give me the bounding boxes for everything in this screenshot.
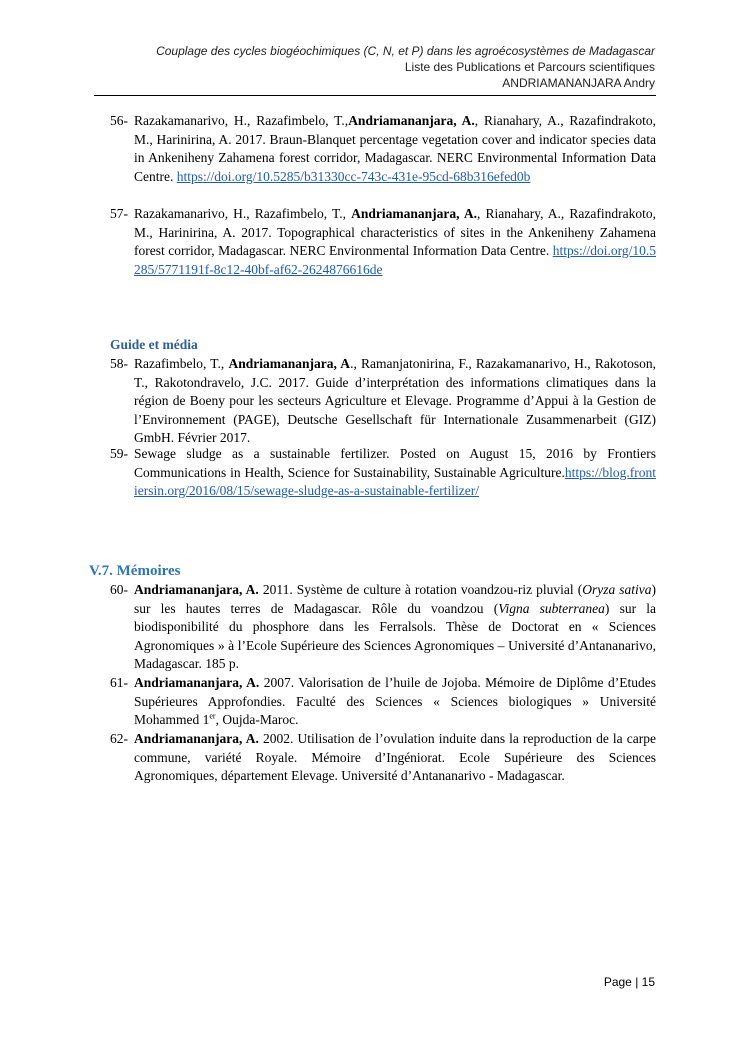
ordinal-superscript: er xyxy=(209,711,216,721)
item-number: 60- xyxy=(110,582,128,597)
header-subtitle: Liste des Publications et Parcours scientifiques xyxy=(404,60,655,74)
item-text xyxy=(134,205,656,279)
header-title: Couplage des cycles biogéochimiques (C, N, et P) dans les agroécosystèmes de Madagascar xyxy=(156,44,655,58)
item-citation: ., Ramanjatonirina, F., Razakamanarivo, H., Rakotoson, T., Rakotondravelo, J.C. 2017. Guide d’interprétation des informations climatiques dans la région de Boeny pour les secteurs Agriculture et Elevage. Programme d’Appui à la Gestion de l’Environnement (PAGE), Deutsche Gesellschaft für Internationale Zusammenarbeit (GIZ) GmbH. Février 2017. xyxy=(134,356,656,446)
item-highlight-author: Andriamananjara, A. xyxy=(351,206,477,221)
item-highlight-author: Andriamananjara, A. xyxy=(134,675,260,690)
item-citation: ) sur la biodisponibilité du phosphore dans les Ferralsols. Thèse de Doctorat en « Sciences Agronomiques » à l’Ecole Supérieure des Sciences Agronomiques – Université d’Antananarivo, Madagascar. 185 p. xyxy=(134,600,656,672)
section-memoires-heading: V.7. Mémoires xyxy=(89,563,181,579)
publication-item-59 xyxy=(110,445,656,501)
item-highlight-author: Andriamananjara, A. xyxy=(348,113,475,128)
page-number: Page | 15 xyxy=(603,975,655,989)
item-citation: Sewage sludge as a sustainable fertilizer. Posted on August 15, 2016 by Frontiers Communications in Health, Science for Sustainability, Sustainable Agriculture. xyxy=(134,446,656,480)
guide-media-heading: Guide et média xyxy=(110,337,198,352)
page-header xyxy=(156,43,655,91)
item-authors: Razakamanarivo, H., Razafimbelo, T., xyxy=(134,113,349,128)
item-citation: , Rianahary, A., Razafindrakoto, M., Harinirina, A. 2017. Braun-Blanquet percentage vegetation cover and indicator species data in Ankeniheny Zahamena forest corridor, Madagascar. NERC Environmental Information Data Centre. xyxy=(134,113,656,184)
memoire-item-60 xyxy=(110,581,656,674)
item-text xyxy=(134,674,656,730)
item-citation: , Oujda-Maroc. xyxy=(215,712,299,728)
item-citation: ) sur les hautes terres de Madagascar. Rôle du voandzou ( xyxy=(134,582,657,616)
item-number: 56- xyxy=(110,113,128,128)
item-text xyxy=(134,112,656,186)
doi-link[interactable]: https://doi.org/10.5285/b31330cc-743c-431e-95cd-68b316efed0b xyxy=(176,168,531,184)
item-number: 58- xyxy=(110,356,128,371)
item-citation: 2002. Utilisation de l’ovulation induite dans la reproduction de la carpe commune, variété Royale. Mémoire d’Ingéniorat. Ecole Supérieure des Sciences Agronomiques, département Elevage. Université d’Antananarivo - Madagascar. xyxy=(134,731,656,784)
memoire-item-61 xyxy=(110,674,656,730)
item-number: 62- xyxy=(110,731,128,746)
item-citation: 2011. Système de culture à rotation voandzou-riz pluvial ( xyxy=(258,582,583,597)
item-text xyxy=(134,730,656,786)
species-name: Vigna subterranea xyxy=(498,600,605,616)
item-text xyxy=(134,445,656,501)
item-citation: 2007. Valorisation de l’huile de Jojoba. Mémoire de Diplôme d’Etudes Supérieures Approfondies. Faculté des Sciences « Sciences biologiques » Université Mohammed 1 xyxy=(134,675,656,728)
item-highlight-author: Andriamananjara, A. xyxy=(134,731,259,746)
species-name: Oryza sativa xyxy=(582,582,652,597)
header-author: ANDRIAMANANJARA Andry xyxy=(502,76,655,90)
publication-item-58 xyxy=(110,355,656,448)
item-text xyxy=(134,581,656,674)
item-citation: , Rianahary, A., Razafindrakoto, M., Harinirina, A. 2017. Topographical characteristics of sites in the Ankeniheny Zahamena forest corridor, Madagascar. NERC Environmental Information Data Centre. xyxy=(134,206,656,259)
doi-link[interactable]: https://doi.org/10.5285/5771191f-8c12-40bf-af62-2624876616de xyxy=(134,243,656,277)
blog-link[interactable]: https://blog.frontiersin.org/2016/08/15/sewage-sludge-as-a-sustainable-fertilizer/ xyxy=(134,464,656,499)
publication-item-57 xyxy=(110,205,656,279)
item-text xyxy=(134,355,656,448)
publication-item-56 xyxy=(110,112,656,186)
item-highlight-author: Andriamananjara, A xyxy=(228,356,351,371)
item-number: 59- xyxy=(110,446,128,461)
item-authors: Razafimbelo, T., xyxy=(134,356,229,371)
item-number: 57- xyxy=(110,206,128,221)
item-highlight-author: Andriamananjara, A. xyxy=(134,582,259,597)
item-authors: Razakamanarivo, H., Razafimbelo, T., xyxy=(134,206,352,221)
header-divider xyxy=(94,95,656,96)
item-number: 61- xyxy=(110,675,128,690)
memoire-item-62 xyxy=(110,730,656,786)
